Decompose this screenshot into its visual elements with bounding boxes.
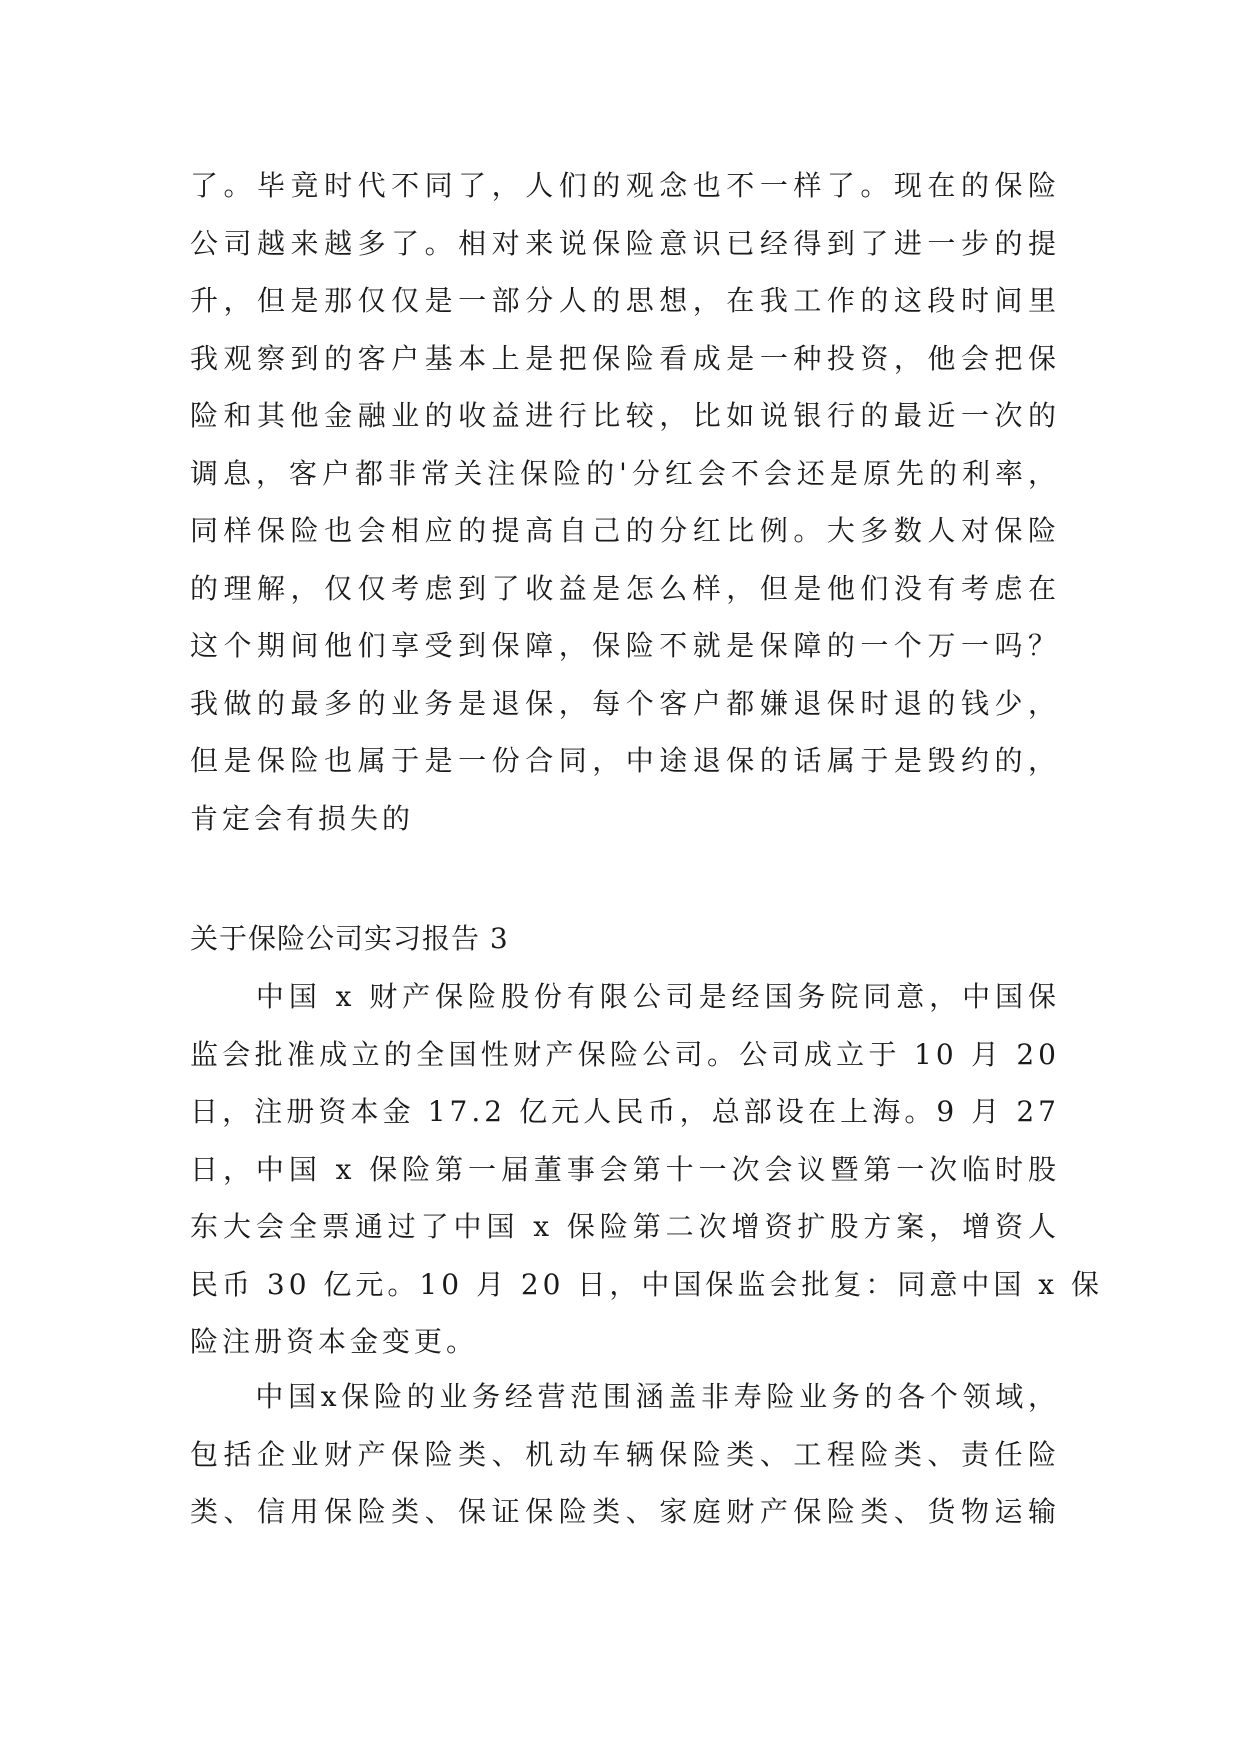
text-line: 民币 30 亿元。10 月 20 日，中国保监会批复：同意中国 x 保	[190, 1267, 1103, 1301]
text-line: 类、信用保险类、保证保险类、家庭财产保险类、货物运输	[190, 1495, 1060, 1528]
text-line: 中国 x 财产保险股份有限公司是经国务院同意，中国保	[190, 980, 1060, 1013]
text-line: 调息，客户都非常关注保险的'分红会不会还是原先的利率，	[190, 456, 1060, 490]
text-line: 监会批准成立的全国性财产保险公司。公司成立于 10 月 20	[190, 1037, 1060, 1071]
text-line: 日，注册资本金 17.2 亿元人民币，总部设在上海。9 月 27	[190, 1095, 1060, 1128]
text-line: 这个期间他们享受到保障，保险不就是保障的一个万一吗？	[190, 629, 1060, 662]
text-line: 包括企业财产保险类、机动车辆保险类、工程险类、责任险	[190, 1437, 1060, 1471]
text-line: 中国x保险的业务经营范围涵盖非寿险业务的各个领域，	[190, 1380, 1060, 1413]
text-line: 升，但是那仅仅是一部分人的思想，在我工作的这段时间里	[190, 284, 1060, 317]
business-scope-paragraph	[190, 1368, 1060, 1541]
text-line: 日，中国 x 保险第一届董事会第十一次会议暨第一次临时股	[190, 1152, 1060, 1186]
text-line: 的理解，仅仅考虑到了收益是怎么样，但是他们没有考虑在	[190, 571, 1060, 605]
text-line: 了。毕竟时代不同了，人们的观念也不一样了。现在的保险	[190, 169, 1060, 202]
text-line: 东大会全票通过了中国 x 保险第二次增资扩股方案，增资人	[190, 1210, 1060, 1243]
company-intro-paragraph	[190, 968, 1103, 1371]
text-line: 险注册资本金变更。	[190, 1325, 479, 1358]
text-line: 险和其他金融业的收益进行比较，比如说银行的最近一次的	[190, 399, 1060, 432]
text-line: 我做的最多的业务是退保，每个客户都嫌退保时退的钱少，	[190, 686, 1060, 720]
continuation-paragraph	[190, 157, 1060, 847]
text-line: 肯定会有损失的	[190, 801, 415, 835]
section-heading: 关于保险公司实习报告 3	[190, 922, 509, 955]
text-line: 同样保险也会相应的提高自己的分红比例。大多数人对保险	[190, 514, 1060, 547]
text-line: 我观察到的客户基本上是把保险看成是一种投资，他会把保	[190, 341, 1060, 375]
text-line: 但是保险也属于是一份合同，中途退保的话属于是毁约的，	[190, 744, 1060, 777]
text-line: 公司越来越多了。相对来说保险意识已经得到了进一步的提	[190, 226, 1060, 260]
